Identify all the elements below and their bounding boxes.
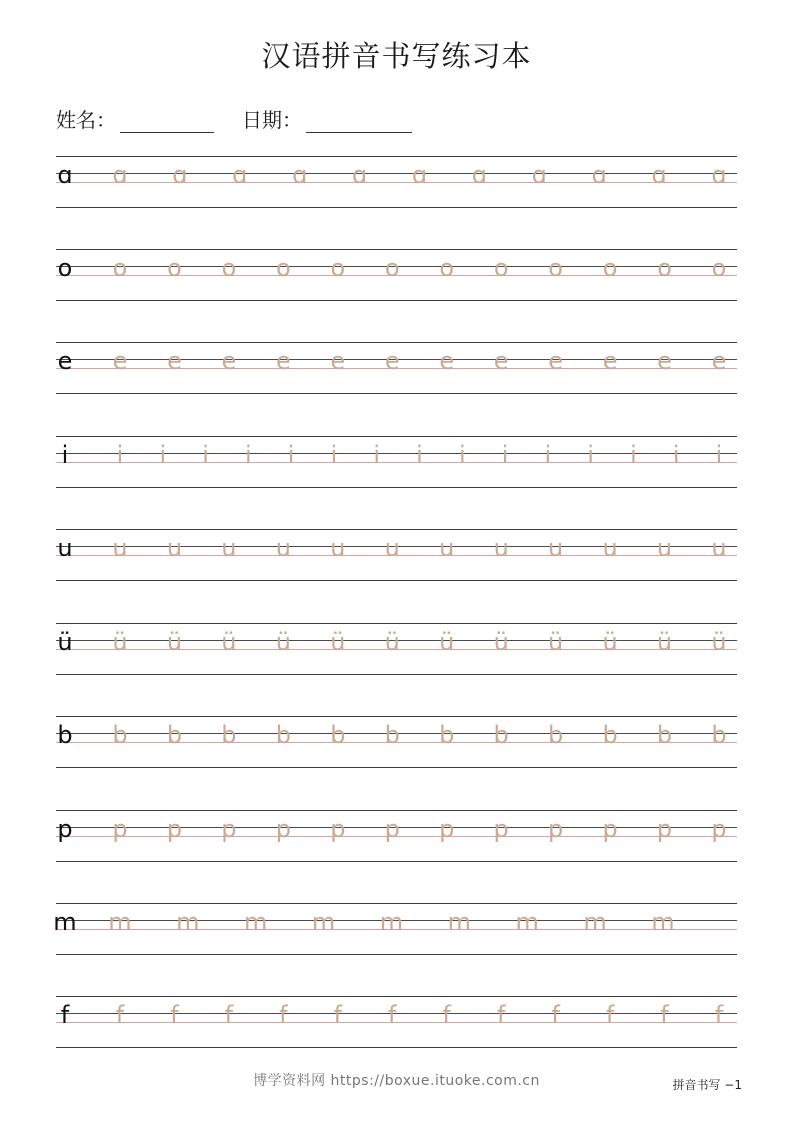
trace-letter: o [384, 254, 400, 282]
name-blank[interactable] [120, 116, 214, 133]
trace-letter: i [202, 441, 209, 469]
trace-letter: e [711, 347, 727, 375]
trace-letter: ü [711, 628, 727, 656]
trace-letter: o [112, 254, 128, 282]
trace-letter: o [548, 254, 563, 282]
practice-row[interactable] [56, 810, 737, 862]
model-letter: e [57, 347, 73, 375]
trace-letter: o [711, 254, 727, 282]
ruling-line [56, 674, 737, 675]
model-letter: p [57, 815, 73, 843]
ruling-line [56, 529, 737, 530]
ruling-line [56, 767, 737, 768]
trace-letter: e [221, 347, 237, 375]
trace-letter: ɑ [112, 161, 128, 189]
trace-letter: ɑ [351, 161, 368, 189]
trace-letter: i [330, 441, 338, 469]
ruling-line [56, 580, 737, 581]
date-label: 日期： [242, 108, 302, 132]
trace-letter: ɑ [172, 161, 188, 189]
student-info [56, 104, 412, 133]
trace-letter: ɑ [531, 161, 547, 189]
trace-letter: ɑ [411, 161, 428, 189]
trace-letter: i [715, 441, 723, 469]
trace-letter: p [275, 815, 291, 843]
trace-letter: o [493, 254, 509, 282]
trace-letter: b [656, 721, 673, 749]
trace-letter: b [112, 721, 128, 749]
practice-row[interactable] [56, 996, 737, 1048]
ruling-line [56, 810, 737, 811]
ruling-line [56, 487, 737, 488]
trace-letter: i [116, 441, 124, 469]
trace-letter: m [515, 908, 539, 936]
ruling-line [56, 996, 737, 997]
trace-letter: i [630, 441, 637, 469]
practice-row[interactable] [56, 249, 737, 301]
trace-letter: u [330, 534, 346, 562]
trace-letter: f [115, 1001, 125, 1029]
trace-letter: o [221, 254, 237, 282]
trace-letter: ü [602, 628, 618, 656]
trace-letter: u [548, 534, 564, 562]
trace-letter: f [605, 1001, 615, 1029]
trace-letter: m [447, 908, 472, 936]
trace-letter: ɑ [232, 161, 248, 189]
trace-letter: e [602, 347, 618, 375]
trace-letter: ü [656, 628, 673, 656]
trace-letter: u [439, 534, 455, 562]
model-letter: u [57, 534, 73, 562]
trace-letter: ü [221, 628, 237, 656]
trace-letter: f [496, 1001, 506, 1029]
trace-letter: f [388, 1001, 397, 1029]
trace-letter: o [276, 254, 291, 282]
trace-letter: p [221, 815, 237, 843]
trace-letter: f [714, 1001, 724, 1029]
trace-letter: u [711, 534, 727, 562]
trace-letter: u [112, 534, 128, 562]
model-letter: m [53, 908, 77, 936]
trace-letter: p [384, 815, 400, 843]
trace-letter: b [548, 721, 564, 749]
trace-letter: u [166, 534, 183, 562]
trace-letter: u [275, 534, 291, 562]
trace-letter: e [548, 347, 564, 375]
trace-letter: e [112, 347, 128, 375]
trace-letter: b [221, 721, 237, 749]
ruling-line [56, 1022, 737, 1023]
trace-letter: f [224, 1001, 234, 1029]
practice-row[interactable] [56, 156, 737, 208]
model-letter: b [57, 721, 73, 749]
trace-letter: ɑ [711, 161, 727, 189]
trace-letter: ü [275, 628, 291, 656]
trace-letter: e [384, 347, 400, 375]
trace-letter: o [167, 254, 182, 282]
ruling-line [56, 207, 737, 208]
trace-letter: p [330, 815, 346, 843]
trace-letter: u [656, 534, 673, 562]
trace-letter: u [493, 534, 509, 562]
trace-letter: e [275, 347, 291, 375]
trace-letter: b [711, 721, 727, 749]
practice-row[interactable] [56, 716, 737, 768]
trace-letter: i [501, 441, 509, 469]
trace-letter: o [439, 254, 455, 282]
trace-letter: p [493, 815, 509, 843]
trace-letter: f [279, 1001, 288, 1029]
ruling-line [56, 623, 737, 624]
practice-row[interactable] [56, 436, 737, 488]
ruling-line [56, 300, 737, 301]
ruling-line [56, 173, 737, 174]
ruling-line [56, 156, 737, 157]
ruling-line [56, 861, 737, 862]
ruling-line [56, 954, 737, 955]
trace-letter: ü [384, 628, 400, 656]
trace-letter: ü [166, 628, 183, 656]
name-label: 姓名： [56, 108, 116, 132]
trace-letter: f [170, 1001, 179, 1029]
page-title: 汉语拼音书写练习本 [261, 39, 532, 73]
trace-letter: o [330, 254, 346, 282]
practice-row[interactable] [56, 623, 737, 675]
trace-letter: f [333, 1001, 343, 1029]
trace-letter: b [330, 721, 346, 749]
trace-letter: p [602, 815, 618, 843]
practice-row[interactable] [56, 529, 737, 581]
trace-letter: p [711, 815, 727, 843]
trace-letter: ü [330, 628, 346, 656]
trace-letter: e [167, 347, 182, 375]
ruling-line [56, 716, 737, 717]
trace-letter: ü [112, 628, 128, 656]
trace-letter: b [439, 721, 455, 749]
trace-letter: p [656, 815, 673, 843]
trace-letter: f [551, 1001, 560, 1029]
trace-letter: e [493, 347, 509, 375]
date-blank[interactable] [306, 116, 412, 133]
trace-letter: i [587, 441, 594, 469]
trace-letter: m [108, 908, 132, 936]
trace-letter: p [548, 815, 564, 843]
model-letter: ü [57, 628, 73, 656]
page-label: 拼音书写 −1 [672, 1078, 742, 1092]
trace-letter: i [672, 441, 680, 469]
trace-letter: m [651, 908, 675, 936]
trace-letter: b [384, 721, 400, 749]
trace-letter: i [159, 441, 167, 469]
trace-letter: f [660, 1001, 669, 1029]
trace-letter: i [373, 441, 381, 469]
trace-letter: e [657, 347, 672, 375]
ruling-line [56, 436, 737, 437]
trace-letter: ɑ [471, 161, 488, 189]
trace-letter: m [176, 908, 200, 936]
trace-letter: e [330, 347, 346, 375]
trace-letter: ɑ [292, 161, 308, 189]
model-letter: ɑ [57, 161, 73, 189]
trace-letter: ü [548, 628, 564, 656]
trace-letter: m [583, 908, 607, 936]
trace-letter: m [311, 908, 336, 936]
trace-letter: m [379, 908, 404, 936]
trace-letter: b [602, 721, 618, 749]
ruling-line [56, 1013, 737, 1014]
ruling-line [56, 342, 737, 343]
trace-letter: ɑ [651, 161, 667, 189]
practice-row[interactable] [56, 342, 737, 394]
trace-letter: p [112, 815, 128, 843]
trace-letter: i [287, 441, 295, 469]
trace-letter: o [602, 254, 618, 282]
ruling-line [56, 903, 737, 904]
footer-site: 博学资料网 https://boxue.ituoke.com.cn [253, 1073, 540, 1089]
trace-letter: i [544, 441, 552, 469]
ruling-line [56, 249, 737, 250]
ruling-line [56, 182, 737, 183]
ruling-line [56, 393, 737, 394]
ruling-line [56, 1047, 737, 1048]
trace-letter: i [245, 441, 252, 469]
trace-letter: ɑ [591, 161, 607, 189]
trace-letter: e [439, 347, 455, 375]
trace-letter: ü [493, 628, 509, 656]
practice-row[interactable] [53, 903, 737, 955]
trace-letter: b [493, 721, 509, 749]
trace-letter: ü [439, 628, 455, 656]
trace-letter: p [166, 815, 183, 843]
trace-letter: u [221, 534, 237, 562]
model-letter: i [61, 441, 69, 469]
trace-letter: f [442, 1001, 451, 1029]
trace-letter: i [458, 441, 466, 469]
trace-letter: b [275, 721, 291, 749]
trace-letter: o [657, 254, 672, 282]
trace-letter: u [602, 534, 618, 562]
model-letter: o [57, 254, 73, 282]
trace-letter: u [384, 534, 400, 562]
trace-letter: b [166, 721, 183, 749]
trace-letter: m [244, 908, 268, 936]
trace-letter: i [416, 441, 423, 469]
model-letter: f [60, 1001, 70, 1029]
trace-letter: p [439, 815, 455, 843]
